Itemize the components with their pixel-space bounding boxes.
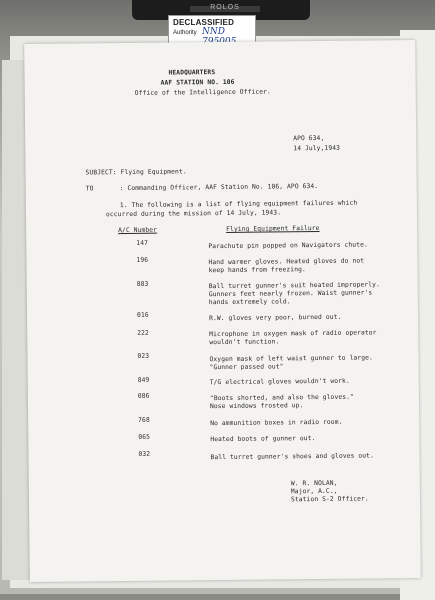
column-header-ac: A/C Number xyxy=(118,226,158,235)
table-row-ac: 023 xyxy=(137,352,150,360)
table-row-ac: 196 xyxy=(136,256,149,264)
signature-title: Station S-2 Officer. xyxy=(290,495,369,504)
table-row-failure: Gunners feet nearly frozen. Waist gunner's xyxy=(208,289,373,299)
device-brand: ROLOS xyxy=(210,4,240,11)
table-row-ac: 768 xyxy=(138,416,150,424)
declassified-stamp xyxy=(168,15,256,44)
header-line-1: HEADQUARTERS xyxy=(168,69,216,77)
signature-rank: Major, A.C., xyxy=(290,487,338,496)
intro-line-1: 1. The following is a list of flying equipment failures which xyxy=(119,199,358,210)
table-row-ac: 016 xyxy=(137,311,149,319)
table-row-ac: 065 xyxy=(138,433,151,441)
date-line: 14 July,1943 xyxy=(293,144,341,153)
table-row-ac: 222 xyxy=(137,329,149,337)
table-row-failure: Microphone in oxygen mask of radio operator xyxy=(209,329,377,339)
table-row-failure: wouldn't function. xyxy=(209,338,280,347)
stamp-label: DECLASSIFIED xyxy=(173,18,235,27)
header-line-3: Office of the Intelligence Officer. xyxy=(134,88,271,97)
table-row-failure: Heated boots of gunner out. xyxy=(210,435,316,444)
to-label: TO xyxy=(85,185,94,193)
table-row-failure: "Boots shorted, and also the gloves." xyxy=(209,393,354,403)
table-row-ac: 849 xyxy=(137,376,150,384)
table-row-ac: 086 xyxy=(137,392,150,400)
table-row-failure: Ball turret gunner's suit heated improperly. xyxy=(208,281,380,291)
document-page xyxy=(24,40,421,582)
to-text: : Commanding Officer, AAF Station No. 106, APO 634. xyxy=(119,182,319,193)
table-row-failure: T/G electrical gloves wouldn't work. xyxy=(209,377,350,387)
table-row-ac: 147 xyxy=(136,239,149,247)
intro-line-2: occurred during the mission of 14 July, 1943. xyxy=(105,209,282,219)
column-header-failure: Flying Equipment Failure xyxy=(226,224,320,233)
table-row-failure: Parachute pin popped on Navigators chute. xyxy=(208,241,368,251)
table-row-failure: keep hands from freezing. xyxy=(208,266,306,275)
table-row-failure: Nose windows frosted up. xyxy=(209,402,304,411)
stamp-authority-value: NND xyxy=(202,27,225,37)
table-row-failure: Hand warmer gloves. Heated gloves do not xyxy=(208,257,365,267)
apo-line: APO 634, xyxy=(293,134,325,143)
header-line-2: AAF STATION NO. 106 xyxy=(160,78,235,87)
table-row-failure: No ammunition boxes in radio room. xyxy=(210,418,343,428)
stamp-authority-label: Authority xyxy=(173,30,197,36)
table-row-failure: "Gunner passed out" xyxy=(209,363,284,372)
table-row-failure: hands extremely cold. xyxy=(208,298,291,307)
table-row-failure: R.W. gloves very poor, burned out. xyxy=(209,313,342,323)
signature-name: W. R. NOLAN, xyxy=(290,479,338,488)
table-row-ac: 883 xyxy=(136,280,149,288)
table-row-failure: Oxygen mask of left waist gunner to large. xyxy=(209,354,373,364)
table-row-failure: Ball turret gunner's shoes and gloves out. xyxy=(210,452,375,462)
table-row-ac: 032 xyxy=(138,450,151,458)
subject-line: SUBJECT: Flying Equipment. xyxy=(85,168,187,177)
